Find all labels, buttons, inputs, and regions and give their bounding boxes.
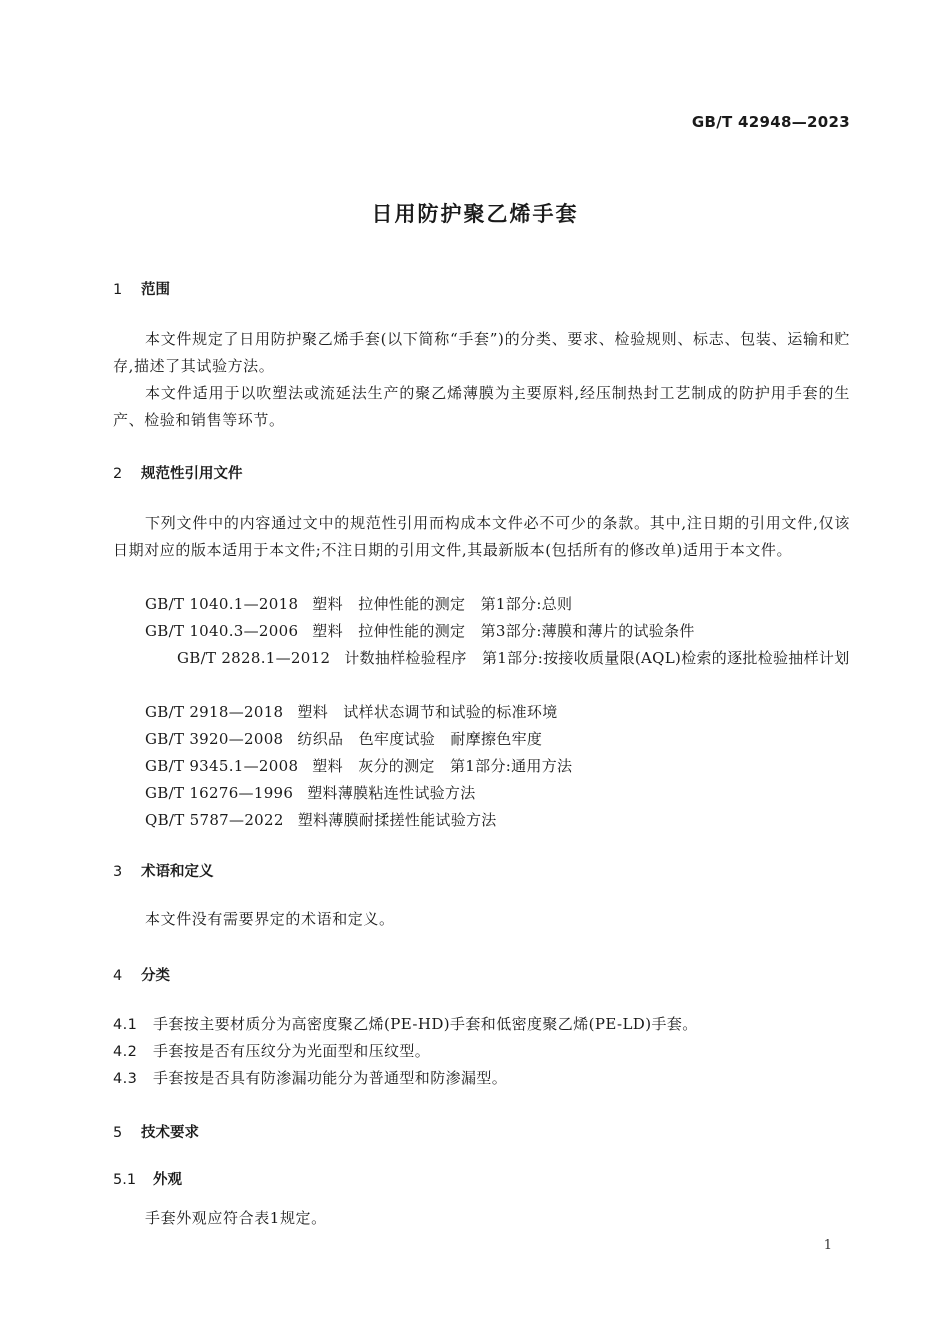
references-intro-paragraph: 下列文件中的内容通过文中的规范性引用而构成本文件必不可少的条款。其中,注日期的引用文件,仅该日期对应的版本适用于本文件;不注日期的引用文件,其最新版本(包括所有的修改单)适用于本文件。 xyxy=(113,514,850,559)
reference-title: 塑料薄膜粘连性试验方法 xyxy=(307,784,476,802)
clause-number: 4.1 xyxy=(113,1017,138,1033)
reference-title: 塑料 拉伸性能的测定 第1部分:总则 xyxy=(312,595,573,613)
reference-title: 塑料 拉伸性能的测定 第3部分:薄膜和薄片的试验条件 xyxy=(312,622,695,640)
reference-item xyxy=(145,726,850,753)
reference-item xyxy=(145,807,850,834)
section-number: 3 xyxy=(113,864,123,880)
document-code: GB/T 42948—2023 xyxy=(691,113,850,131)
reference-title: 塑料 试样状态调节和试验的标准环境 xyxy=(297,703,558,721)
subsection-number: 5.1 xyxy=(113,1172,137,1188)
classification-item xyxy=(113,1038,430,1066)
reference-code: GB/T 1040.3—2006 xyxy=(145,622,299,640)
section-title: 分类 xyxy=(141,968,170,984)
reference-item xyxy=(145,591,850,618)
section-number: 2 xyxy=(113,466,123,482)
reference-title: 计数抽样检验程序 第1部分:按接收质量限(AQL)检索的逐批检验抽样计划 xyxy=(344,649,850,667)
section-title: 规范性引用文件 xyxy=(141,466,243,482)
section-title: 术语和定义 xyxy=(141,864,214,880)
section-title: 技术要求 xyxy=(141,1125,199,1141)
appearance-paragraph: 手套外观应符合表1规定。 xyxy=(145,1209,327,1227)
clause-text: 手套按主要材质分为高密度聚乙烯(PE-HD)手套和低密度聚乙烯(PE-LD)手套。 xyxy=(153,1015,698,1033)
reference-item xyxy=(145,780,850,807)
clause-number: 4.2 xyxy=(113,1044,138,1060)
reference-code: GB/T 2918—2018 xyxy=(145,703,284,721)
section-heading-3 xyxy=(113,860,214,881)
clause-number: 4.3 xyxy=(113,1071,138,1087)
terms-paragraph: 本文件没有需要界定的术语和定义。 xyxy=(145,910,395,928)
subsection-title: 外观 xyxy=(153,1172,182,1188)
reference-code: GB/T 1040.1—2018 xyxy=(145,595,299,613)
reference-code: GB/T 9345.1—2008 xyxy=(145,757,299,775)
reference-code: QB/T 5787—2022 xyxy=(145,811,284,829)
clause-text: 手套按是否具有防渗漏功能分为普通型和防渗漏型。 xyxy=(153,1069,508,1087)
reference-item xyxy=(145,753,850,780)
classification-item xyxy=(113,1011,698,1039)
clause-text: 手套按是否有压纹分为光面型和压纹型。 xyxy=(153,1042,431,1060)
reference-title: 纺织品 色牢度试验 耐摩擦色牢度 xyxy=(297,730,543,748)
reference-item xyxy=(113,645,850,672)
page-number: 1 xyxy=(823,1238,832,1253)
section-heading-5 xyxy=(113,1121,199,1142)
subsection-heading-5-1 xyxy=(113,1168,182,1189)
section-heading-2 xyxy=(113,462,243,483)
reference-code: GB/T 16276—1996 xyxy=(145,784,294,802)
reference-item xyxy=(145,699,850,726)
section-number: 4 xyxy=(113,968,123,984)
section-heading-4 xyxy=(113,964,170,985)
document-title: 日用防护聚乙烯手套 xyxy=(371,202,579,226)
reference-code: GB/T 3920—2008 xyxy=(145,730,284,748)
section-title: 范围 xyxy=(141,282,170,298)
reference-code: GB/T 2828.1—2012 xyxy=(177,649,331,667)
classification-item xyxy=(113,1065,507,1093)
reference-title: 塑料薄膜耐揉搓性能试验方法 xyxy=(297,811,497,829)
scope-paragraph-2: 本文件适用于以吹塑法或流延法生产的聚乙烯薄膜为主要原料,经压制热封工艺制成的防护用手套的生产、检验和销售等环节。 xyxy=(113,384,850,429)
section-number: 5 xyxy=(113,1125,123,1141)
reference-item xyxy=(145,618,850,645)
scope-paragraph-1: 本文件规定了日用防护聚乙烯手套(以下简称“手套”)的分类、要求、检验规则、标志、包装、运输和贮存,描述了其试验方法。 xyxy=(113,330,850,375)
section-heading-1 xyxy=(113,278,170,299)
section-number: 1 xyxy=(113,282,123,298)
reference-title: 塑料 灰分的测定 第1部分:通用方法 xyxy=(312,757,573,775)
